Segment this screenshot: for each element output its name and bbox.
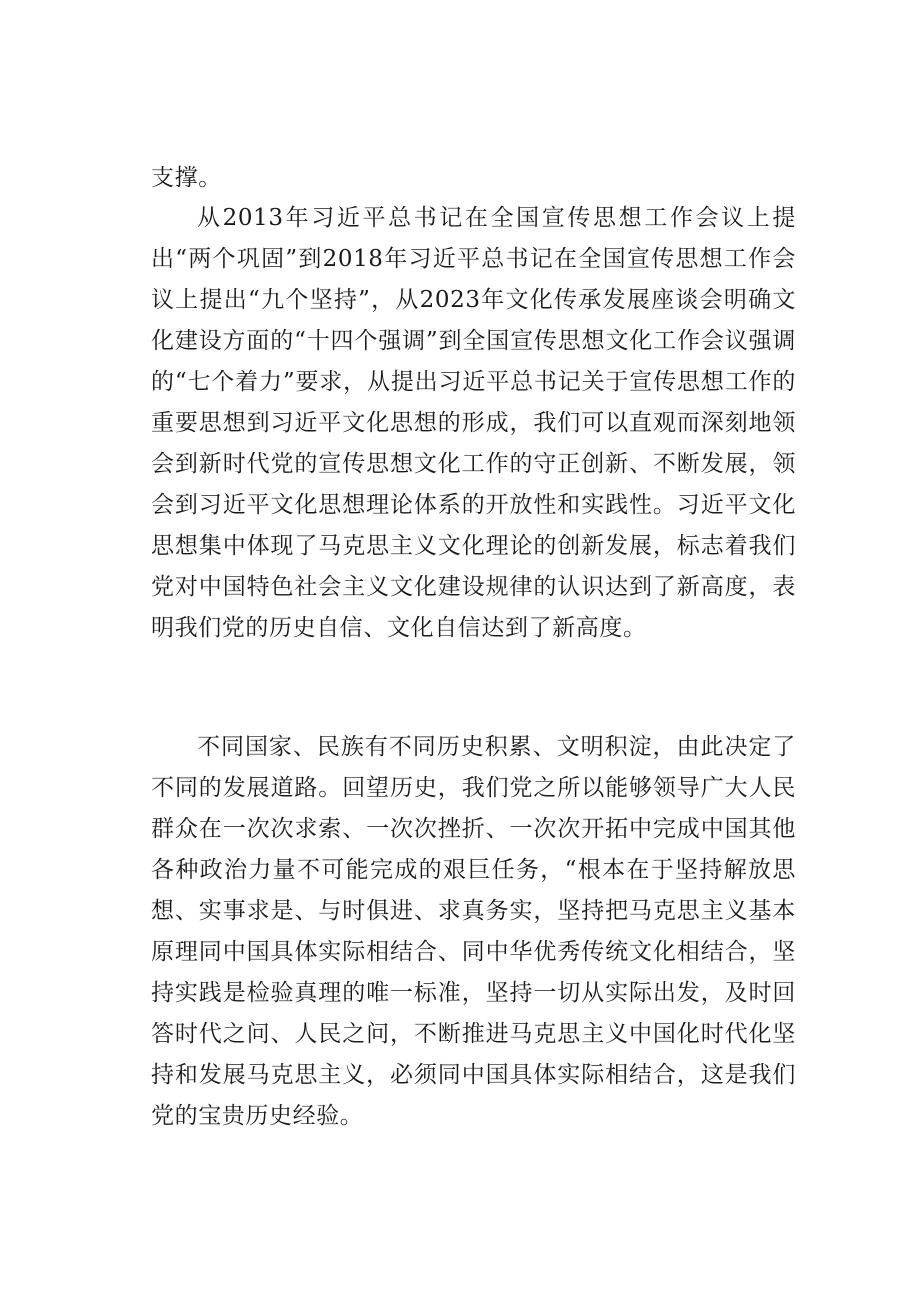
paragraph-development-path: 不同国家、民族有不同历史积累、文明积淀，由此决定了不同的发展道路。回望历史，我们党之所以能够领导广大人民群众在一次次求索、一次次挫折、一次次开拓中完成中国其他各种政治力量不可能完成的艰巨任务，“根本在于坚持解放思想、实事求是、与时俱进、求真务实，坚持把马克思主义基本原理同中国具体实际相结合、同中华优秀传统文化相结合，坚持实践是检验真理的唯一标准，坚持一切从实际出发，及时回答时代之问、人民之问，不断推进马克思主义中国化时代化坚持和发展马克思主义，必须同中国具体实际相结合，这是我们党的宝贵历史经验。 bbox=[151, 734, 796, 1129]
paragraph-culture-thought: 从2013年习近平总书记在全国宣传思想工作会议上提出“两个巩固”到2018年习近平总书记在全国宣传思想工作会议上提出“九个坚持”，从2023年文化传承发展座谈会明确文化建设方面的“十四个强调”到全国宣传思想文化工作会议强调的“七个着力”要求，从提出习近平总书记关于宣传思想工作的重要思想到习近平文化思想的形成，我们可以直观而深刻地领会到新时代党的宣传思想文化工作的守正创新、不断发展，领会到习近平文化思想理论体系的开放性和实践性。习近平文化思想集中体现了马克思主义文化理论的创新发展，标志着我们党对中国特色社会主义文化建设规律的认识达到了新高度，表明我们党的历史自信、文化自信达到了新高度。 bbox=[151, 205, 796, 641]
paragraph-continuation: 支撑。 bbox=[151, 165, 222, 191]
